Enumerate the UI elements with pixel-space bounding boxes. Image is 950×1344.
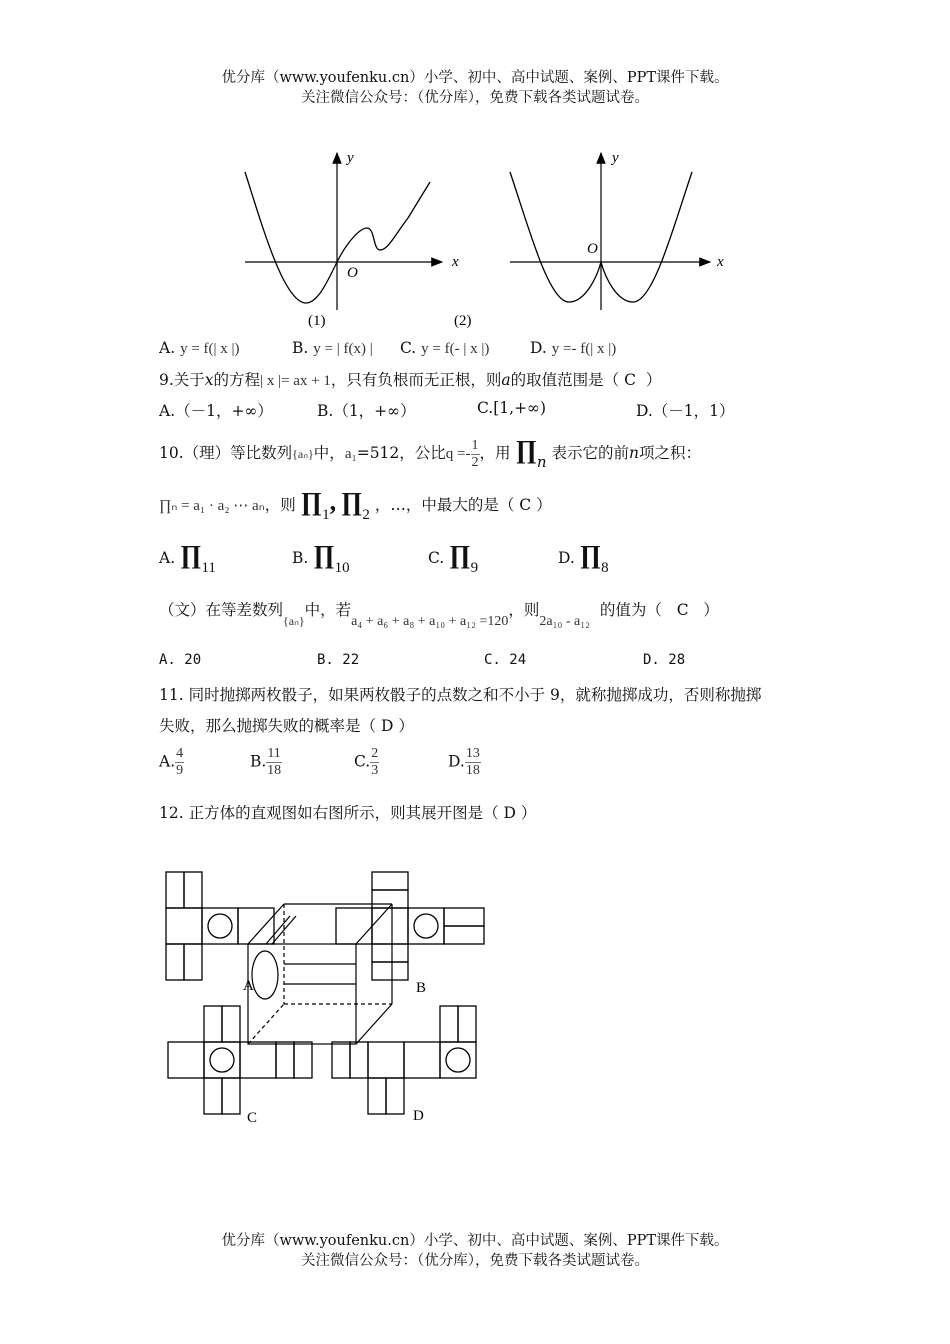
q11-option-b: B. $\frac{11}{18}$	[250, 746, 282, 778]
header-line-1: 优分库（www.youfenku.cn）小学、初中、高中试题、案例、PPT课件下载。	[221, 70, 729, 86]
q12-answer: D	[503, 804, 516, 822]
net-label-d: D	[413, 1108, 424, 1124]
q10-definition: ∏ₙ = a₁ · a₂ ⋯ aₙ，则 ∏1, ∏2 ，…，中最大的是（ C ）	[159, 487, 552, 523]
q11-answer: D	[380, 717, 394, 735]
q8-option-b: B. y = | f(x) |	[292, 339, 373, 357]
q9-option-d: D.（－1，1）	[636, 402, 735, 420]
q10-option-d: D. ∏8	[558, 540, 609, 576]
q11-option-c: C. $\frac{2}{3}$	[354, 746, 379, 778]
q10-q-fraction: $\frac{1}{2}$	[471, 437, 479, 470]
q9-answer: C	[624, 371, 636, 389]
graph1-caption: (1)	[308, 313, 326, 329]
q12-stem: 12. 正方体的直观图如右图所示，则其展开图是（ D ）	[159, 804, 537, 822]
net-label-b: B	[416, 980, 427, 996]
q9-option-b: B.（1，+∞）	[317, 402, 416, 420]
q11-line-2: 失败，那么抛掷失败的概率是（ D ）	[159, 717, 414, 735]
q10-option-b: B. ∏10	[292, 540, 350, 576]
q10-answer: C	[519, 496, 532, 514]
graph1-x-label: x	[452, 254, 459, 270]
graph2-y-label: y	[612, 150, 619, 166]
q11-line-1: 11. 同时抛掷两枚骰子，如果两枚骰子的点数之和不小于 9，就称抛掷成功，否则称抛掷	[159, 686, 762, 704]
net-a	[166, 872, 274, 980]
graph2-caption: (2)	[454, 313, 472, 329]
q10-wen-option-a: A. 20	[159, 652, 202, 668]
q8-option-c: C. y = f(- | x |)	[400, 339, 490, 357]
q9-option-c: C.[1,+∞)	[477, 399, 547, 417]
q11-option-a: A. $\frac{4}{9}$	[159, 746, 184, 778]
q10-wen-option-d: D. 28	[643, 652, 686, 668]
footer-line-1: 优分库（www.youfenku.cn）小学、初中、高中试题、案例、PPT课件下载。	[221, 1233, 729, 1249]
footer-line-2: 关注微信公众号：（优分库），免费下载各类试题试卷。	[301, 1253, 649, 1269]
q10-wen-answer: C	[676, 601, 689, 619]
q8-option-a: A. y = f(| x |)	[159, 339, 240, 357]
function-graphs	[0, 0, 950, 340]
q11-option-d: D. $\frac{13}{18}$	[448, 746, 480, 778]
q9-option-a: A.（－1，+∞）	[159, 402, 273, 420]
graph2-origin: O	[587, 241, 598, 257]
q10-stem: 10.（理）等比数列{aₙ}中，a₁=512，公比q =- $\frac{1}{2}$ ，用 ∏n 表示它的前n项之积：	[159, 435, 701, 471]
q10-option-c: C. ∏9	[428, 540, 479, 576]
q9-stem: 9.关于x的方程| x |= ax + 1，只有负根而无正根，则a的取值范围是（ C ）	[159, 371, 662, 389]
graph1-y-label: y	[347, 150, 354, 166]
q8-option-d: D. y =- f(| x |)	[530, 339, 617, 357]
net-label-a: A	[243, 978, 254, 994]
cube-nets-figure	[0, 860, 950, 1160]
q10-wen-option-c: C. 24	[484, 652, 527, 668]
graph2-x-label: x	[717, 254, 724, 270]
net-b	[336, 872, 484, 980]
graph1-origin: O	[347, 265, 358, 281]
net-label-c: C	[247, 1110, 258, 1126]
q10-wen-option-b: B. 22	[317, 652, 360, 668]
cube-perspective	[248, 904, 392, 1044]
q10-wen-stem: （文）在等差数列$_{\{a_n\}}$中，若a₄ + a₆ + a₈ + a₁₀ + a₁₂ =120，则2a₁₀ - a₁₂ 的值为（ C ）	[159, 601, 719, 629]
net-d	[332, 1006, 476, 1114]
header-line-2: 关注微信公众号：（优分库），免费下载各类试题试卷。	[301, 90, 649, 106]
q10-option-a: A. ∏11	[159, 540, 216, 576]
net-c	[168, 1006, 312, 1114]
